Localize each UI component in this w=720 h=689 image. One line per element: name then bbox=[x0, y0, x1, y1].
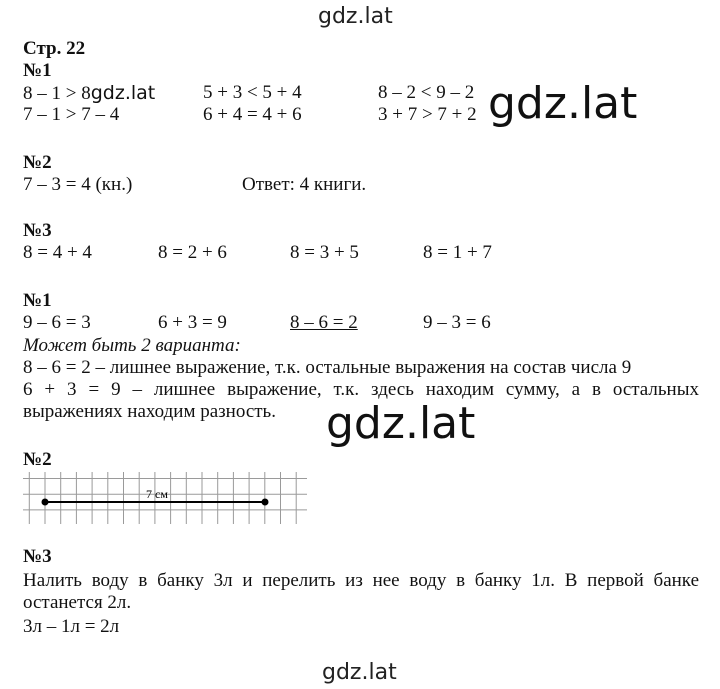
ex5-title: №2 bbox=[23, 449, 52, 470]
segment-start-point bbox=[42, 499, 49, 506]
ex4-line-1: 8 – 6 = 2 – лишнее выражение, т.к. остальные выражения на состав числа 9 bbox=[23, 357, 632, 378]
ex4-expr-3-underlined: 8 – 6 = 2 bbox=[290, 312, 358, 333]
ex2-answer: Ответ: 4 книги. bbox=[242, 174, 367, 195]
page-header: Стр. 22 bbox=[23, 38, 86, 59]
ex4-title: №1 bbox=[23, 290, 52, 311]
ex1-row2-col3: 3 + 7 > 7 + 2 bbox=[378, 104, 477, 125]
ex1-inline-watermark: gdz.lat bbox=[90, 82, 156, 104]
grid-drawing bbox=[23, 472, 307, 524]
ex4-note: Может быть 2 варианта: bbox=[23, 335, 241, 356]
segment-end-point bbox=[262, 499, 269, 506]
ex1-expr: 8 – 1 > 8 bbox=[23, 83, 91, 104]
ex1-row1-col1 bbox=[23, 82, 155, 105]
ex6-text: Налить воду в банку 3л и перелить из нее воду в банку 1л. В первой банке останется 2л. bbox=[23, 570, 699, 613]
ex4-expr-4: 9 – 3 = 6 bbox=[423, 312, 491, 333]
watermark-top: gdz.lat bbox=[318, 4, 393, 29]
ex1-row2-col2: 6 + 4 = 4 + 6 bbox=[203, 104, 302, 125]
ex3-expr-1: 8 = 4 + 4 bbox=[23, 242, 92, 263]
ex4-expr-1: 9 – 6 = 3 bbox=[23, 312, 91, 333]
ex1-row1-col2: 5 + 3 < 5 + 4 bbox=[203, 82, 302, 103]
ex2-solution: 7 – 3 = 4 (кн.) bbox=[23, 174, 133, 195]
ex1-row2-col1: 7 – 1 > 7 – 4 bbox=[23, 104, 120, 125]
ex2-title: №2 bbox=[23, 152, 52, 173]
watermark-big-1: gdz.lat bbox=[488, 78, 638, 129]
ex6-title: №3 bbox=[23, 546, 52, 567]
ex4-line-2: 6 + 3 = 9 – лишнее выражение, т.к. здесь находим сумму, а в остальных выражениях находим разность. bbox=[23, 379, 699, 422]
ex6-calc: 3л – 1л = 2л bbox=[23, 616, 120, 637]
ex4-expr-2: 6 + 3 = 9 bbox=[158, 312, 227, 333]
segment-label: 7 см bbox=[146, 487, 168, 501]
ex3-expr-3: 8 = 3 + 5 bbox=[290, 242, 359, 263]
ex1-row1-col3: 8 – 2 < 9 – 2 bbox=[378, 82, 475, 103]
ex3-expr-2: 8 = 2 + 6 bbox=[158, 242, 227, 263]
ex3-title: №3 bbox=[23, 220, 52, 241]
ex1-title: №1 bbox=[23, 60, 52, 81]
watermark-bottom: gdz.lat bbox=[322, 660, 397, 685]
watermark-big-2: gdz.lat bbox=[326, 398, 476, 449]
ex3-expr-4: 8 = 1 + 7 bbox=[423, 242, 492, 263]
